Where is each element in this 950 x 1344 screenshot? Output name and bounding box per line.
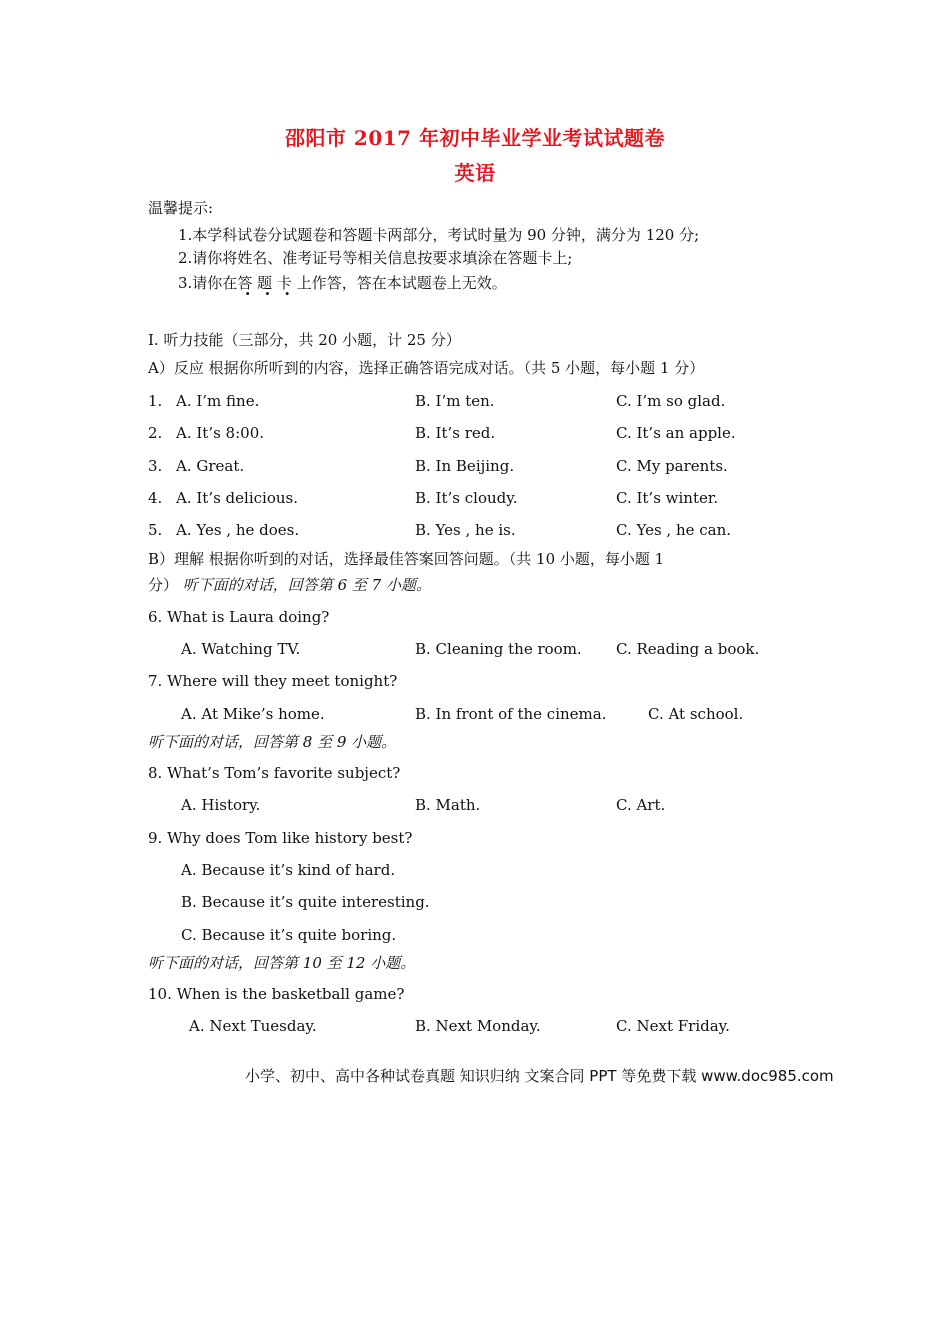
option-b: B. Because it’s quite interesting. (181, 893, 430, 911)
option-a: A. It’s 8:00. (176, 424, 265, 442)
exam-title: 邵阳市 2017 年初中毕业学业考试试题卷 (284, 126, 666, 150)
listening-instruction: 听下面的对话，回答第 10 至 12 小题。 (148, 954, 416, 972)
option-c: C. Reading a book. (616, 640, 760, 658)
option-b: B. Yes , he is. (415, 521, 516, 539)
question-number: 3. (148, 457, 163, 475)
question-number: 5. (148, 521, 163, 539)
dotted-char: 答 (237, 274, 253, 292)
part-b-instructions-cont (148, 575, 431, 595)
option-a: A. Next Tuesday. (189, 1017, 317, 1035)
part-a-instructions: A）反应 根据你所听到的内容，选择正确答语完成对话。（共 5 小题，每小题 1 分） (148, 359, 705, 377)
tip-item-2: 2.请你将姓名、准考证号等相关信息按要求填涂在答题卡上; (178, 249, 573, 267)
question-number: 1. (148, 392, 163, 410)
option-b: B. In Beijing. (415, 457, 515, 475)
option-a: A. It’s delicious. (176, 489, 298, 507)
dotted-char: 卡 (276, 274, 292, 292)
option-a: A. Great. (176, 457, 245, 475)
option-c: C. Next Friday. (616, 1017, 730, 1035)
tip-item-3-suffix: 上作答，答在本试题卷上无效。 (296, 274, 507, 292)
question-9: 9. Why does Tom like history best? (148, 829, 413, 847)
option-b: B. Cleaning the room. (415, 640, 582, 658)
option-c: C. It’s winter. (616, 489, 719, 507)
question-number: 2. (148, 424, 163, 442)
part-b-instructions: B）理解 根据你听到的对话，选择最佳答案回答问题。（共 10 小题，每小题 1 (148, 550, 665, 568)
option-a: A. Because it’s kind of hard. (181, 861, 396, 879)
option-c: C. I’m so glad. (616, 392, 726, 410)
option-c: C. Art. (616, 796, 666, 814)
option-a: A. History. (181, 796, 261, 814)
option-b: B. It’s cloudy. (415, 489, 518, 507)
footer-note: 小学、初中、高中各种试卷真题 知识归纳 文案合同 PPT 等免费下载 www.doc985.com (245, 1067, 834, 1085)
option-b: B. I’m ten. (415, 392, 495, 410)
question-number: 4. (148, 489, 163, 507)
tips-heading: 温馨提示: (148, 199, 214, 217)
tip-item-3-prefix: 3.请你在 (178, 274, 238, 292)
exam-subject: 英语 (454, 161, 496, 185)
dotted-char: 题 (257, 274, 273, 292)
option-b: B. Math. (415, 796, 481, 814)
tip-item-1: 1.本学科试卷分试题卷和答题卡两部分，考试时量为 90 分钟，满分为 120 分; (178, 226, 700, 244)
option-a: A. At Mike’s home. (181, 705, 325, 723)
option-a: A. Watching TV. (181, 640, 301, 658)
option-a: A. I’m fine. (176, 392, 260, 410)
option-b: B. It’s red. (415, 424, 496, 442)
question-8: 8. What’s Tom’s favorite subject? (148, 764, 401, 782)
listening-instruction: 听下面的对话，回答第 6 至 7 小题。 (182, 576, 431, 594)
question-7: 7. Where will they meet tonight? (148, 672, 398, 690)
tip-item-3 (178, 273, 507, 293)
option-a: A. Yes , he does. (176, 521, 300, 539)
question-10: 10. When is the basketball game? (148, 985, 405, 1003)
option-c: C. It’s an apple. (616, 424, 736, 442)
question-6: 6. What is Laura doing? (148, 608, 330, 626)
option-c: C. My parents. (616, 457, 728, 475)
option-c: C. At school. (648, 705, 744, 723)
part-b-prefix: 分） (148, 576, 179, 594)
section-heading: Ⅰ. 听力技能（三部分，共 20 小题，计 25 分） (148, 331, 461, 349)
listening-instruction: 听下面的对话，回答第 8 至 9 小题。 (148, 733, 397, 751)
option-c: C. Because it’s quite boring. (181, 926, 397, 944)
option-b: B. In front of the cinema. (415, 705, 607, 723)
option-b: B. Next Monday. (415, 1017, 541, 1035)
option-c: C. Yes , he can. (616, 521, 732, 539)
